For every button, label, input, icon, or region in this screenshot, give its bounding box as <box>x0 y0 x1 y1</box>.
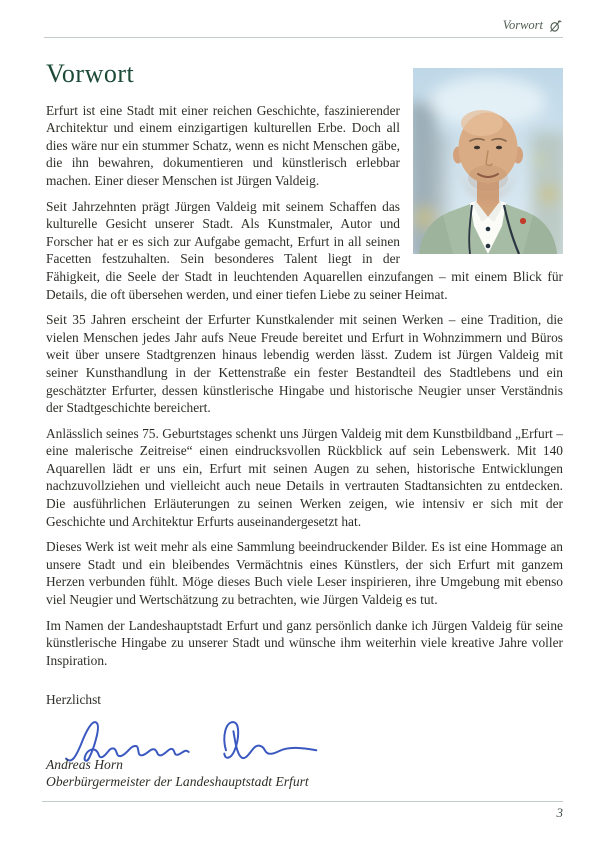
page-footer <box>42 801 563 821</box>
foreword-paragraph-5: Dieses Werk ist weit mehr als eine Sammlung beeindruckender Bilder. Es ist eine Hommage an unsere Stadt und ein bleibendes Vermächtnis eines Künstlers, der sich Erfurt mit ganzem Herzen verbunden fühlt. Möge dieses Buch viele Leser inspirieren, ihre Umgebung mit ebenso viel Neugier und Wertschätzung zu betrachten, wie Jürgen Valdeig es tut. <box>46 539 563 608</box>
signatory-name: Andreas Horn <box>46 757 123 772</box>
foreword-paragraph-6: Im Namen der Landeshauptstadt Erfurt und ganz persönlich danke ich Jürgen Valdeig für seine künstlerische Hingabe zu unserer Stadt und wünsche ihm weiterhin viele kreative Jahre voller Inspiration. <box>46 617 563 668</box>
foreword-paragraph-1: Erfurt ist eine Stadt mit einer reichen Geschichte, faszinierender Architektur und einem einzigartigen kulturellen Erbe. Doch all dies wäre nur ein stummer Schatz, wenn es nicht Menschen gäbe, die ihn bewahren, dokumentieren und künstlerisch erlebbar machen. Einer dieser Menschen ist Jürgen Valdeig. <box>46 102 400 188</box>
foreword-paragraph-3: Seit 35 Jahren erscheint der Erfurter Kunstkalender mit seinen Werken – eine Tradition, die vielen Menschen jedes Jahr aufs Neue Freude bereitet und Erfurt in Wohnzimmern und Büros weit über unsere Stadtgrenzen hinaus lebendig werden lässt. Zudem ist Jürgen Valdeig mit seiner Kunsthandlung in der Kettenstraße ein fester Bestandteil des Stadtlebens und ein geschätzter Erfurter, dessen künstlerische Hingabe und historische Neugier unser Verständnis der Stadtgeschichte bereichert. <box>46 312 563 416</box>
page-number: 3 <box>556 805 563 820</box>
closing-salutation: Herzlichst <box>46 692 102 708</box>
running-header-label: Vorwort <box>502 18 543 32</box>
signatory-role: Oberbürgermeister der Landeshauptstadt Erfurt <box>46 773 309 789</box>
running-header <box>44 0 563 38</box>
slashed-circle-ornament-icon <box>549 19 563 33</box>
foreword-paragraph-2: Seit Jahrzehnten prägt Jürgen Valdeig mit seinem Schaffen das kulturelle Gesicht unserer Stadt. Als Kunstmaler, Autor und Forscher hat er es sich zur Aufgabe gemacht, Erfurt in all seinen Facetten festzuhalten. Sein besonderes Talent liegt in der Fähigkeit, die Seele der Stadt in leuchtenden Aquarellen einzufangen – mit einem Blick für Details, die oft übersehen werden, und einer tiefen Liebe zu seiner Heimat. <box>46 198 563 302</box>
page-title: Vorwort <box>46 59 135 88</box>
portrait-photo <box>413 68 563 254</box>
foreword-paragraph-4: Anlässlich seines 75. Geburtstages schenkt uns Jürgen Valdeig mit dem Kunstbildband „Erfurt – eine malerische Zeitreise“ einen eindrucksvollen Rückblick auf sein Lebenswerk. Mit 140 Aquarellen lädt er uns ein, Erfurt mit seinen Augen zu sehen, historische Entwicklungen nachzuvollziehen und vielleicht auch neue Details in vertrauten Stadtansichten zu entdecken. Die ausführlichen Erläuterungen zu seinen Werken zeigen, wie intensiv er sich mit der Geschichte und Architektur Erfurts auseinandergesetzt hat. <box>46 425 563 529</box>
page-content <box>46 60 563 790</box>
